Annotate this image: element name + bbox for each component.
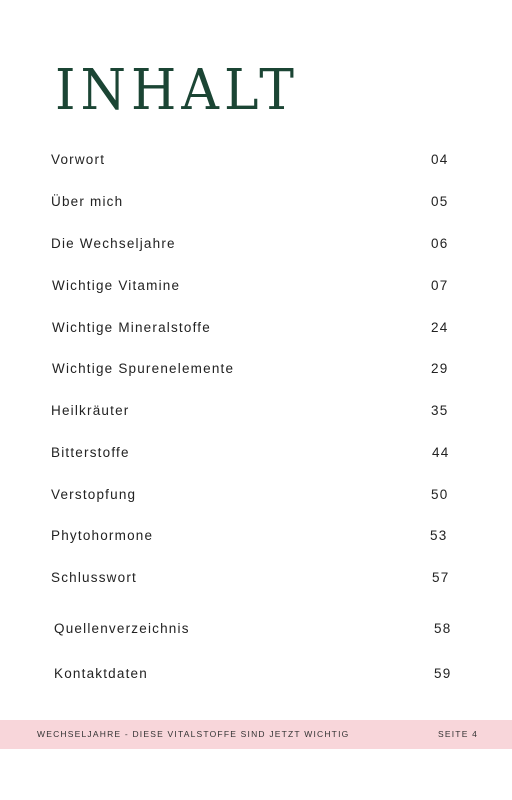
toc-entry-ueber-mich[interactable] — [51, 192, 451, 212]
toc-entry-label: Bitterstoffe — [51, 445, 130, 460]
toc-entry-label: Heilkräuter — [51, 403, 130, 418]
toc-entry-heilkraeuter[interactable] — [51, 401, 451, 421]
toc-entry-mineralstoffe[interactable] — [52, 318, 452, 338]
toc-entry-page: 50 — [431, 487, 449, 502]
toc-entry-page: 06 — [431, 236, 449, 251]
toc-entry-label: Über mich — [51, 194, 124, 209]
toc-entry-page: 07 — [431, 278, 449, 293]
toc-entry-vitamine[interactable] — [52, 276, 452, 296]
toc-entry-bitterstoffe[interactable] — [51, 443, 451, 463]
footer-page-number: SEITE 4 — [438, 729, 479, 739]
toc-entry-vorwort[interactable] — [51, 150, 451, 170]
footer-title: WECHSELJAHRE - DIESE VITALSTOFFE SIND JETZT WICHTIG — [37, 729, 350, 739]
toc-entry-page: 58 — [434, 621, 452, 636]
toc-entry-label: Schlusswort — [51, 570, 137, 585]
toc-entry-label: Wichtige Mineralstoffe — [52, 320, 211, 335]
toc-entry-label: Die Wechseljahre — [51, 236, 176, 251]
toc-entry-label: Wichtige Spurenelemente — [52, 361, 235, 376]
toc-entry-page: 04 — [431, 152, 449, 167]
toc-entry-quellenverzeichnis[interactable] — [54, 619, 454, 639]
toc-entry-page: 57 — [432, 570, 450, 585]
toc-entry-label: Phytohormone — [51, 528, 154, 543]
toc-entry-page: 53 — [430, 528, 448, 543]
page-footer — [0, 720, 512, 749]
toc-entry-label: Quellenverzeichnis — [54, 621, 190, 636]
toc-entry-page: 05 — [431, 194, 449, 209]
toc-entry-label: Vorwort — [51, 152, 106, 167]
page-title: INHALT — [55, 58, 299, 123]
toc-entry-wechseljahre[interactable] — [51, 234, 451, 254]
toc-entry-phytohormone[interactable] — [51, 526, 451, 546]
toc-entry-page: 44 — [432, 445, 450, 460]
toc-entry-page: 29 — [431, 361, 449, 376]
toc-entry-label: Verstopfung — [51, 487, 137, 502]
toc-entry-page: 35 — [431, 403, 449, 418]
toc-entry-label: Kontaktdaten — [54, 666, 148, 681]
toc-entry-page: 24 — [431, 320, 449, 335]
toc-entry-verstopfung[interactable] — [51, 485, 451, 505]
toc-entry-kontaktdaten[interactable] — [54, 664, 454, 684]
toc-entry-spurenelemente[interactable] — [52, 359, 452, 379]
toc-entry-label: Wichtige Vitamine — [52, 278, 181, 293]
toc-entry-schlusswort[interactable] — [51, 568, 451, 588]
toc-entry-page: 59 — [434, 666, 452, 681]
